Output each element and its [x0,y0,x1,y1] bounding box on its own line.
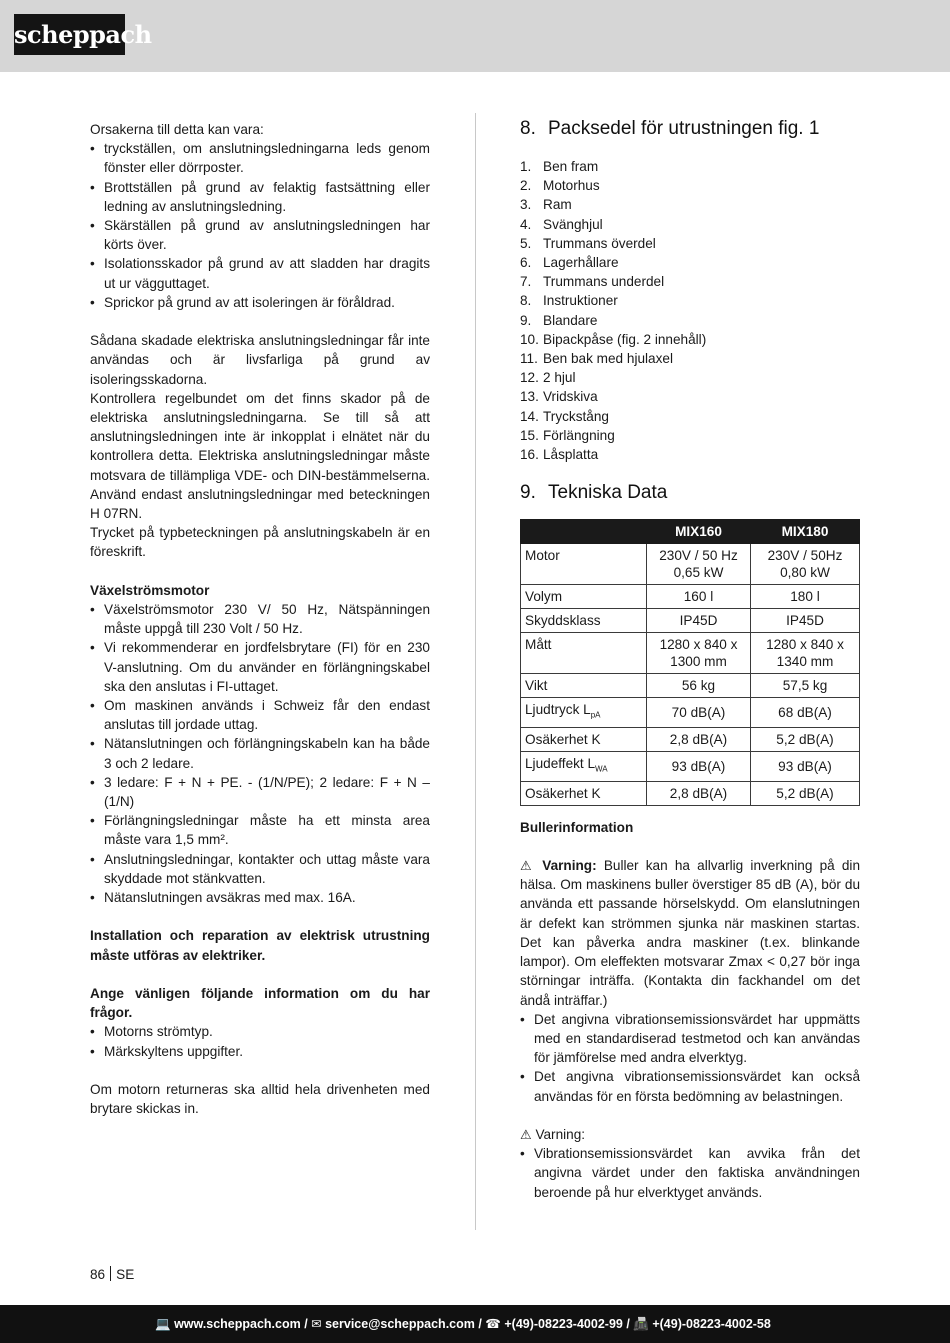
list-item: • Skärställen på grund av anslutningsledningen har körts över. [90,216,430,254]
info-list [90,1022,430,1060]
section-title: Packsedel för utrustningen fig. 1 [548,118,820,139]
noise-heading: Bullerinformation [520,819,634,835]
list-item: • Förlängningsledningar måste ha ett minsta area måste vara 1,5 mm². [90,811,430,849]
list-item: • Det angivna vibrationsemissionsvärdet kan också användas för en första bedömning av belastningen. [520,1067,860,1105]
list-item: • Isolationsskador på grund av att sladden har dragits ut ur vägguttaget. [90,254,430,292]
table-cell: 70 dB(A) [647,698,751,728]
table-cell: Ljudeffekt $L_{WA}$ [521,751,647,781]
list-item: 10. Bipackpåse (fig. 2 innehåll) [520,331,707,347]
table-row [521,544,860,585]
list-item: 7. Trummans underdel [520,274,665,290]
motor-heading: Växelströmsmotor [90,582,210,598]
list-item: • Om maskinen används i Schweiz får den endast anslutas till jordade uttag. [90,696,430,734]
fax-icon: 📠 [633,1317,649,1331]
list-item: • Det angivna vibrationsemissionsvärdet har uppmätts med en standardiserad testmetod och kan användas för jämförelse med andra elverktyg. [520,1010,860,1068]
list-item: 11. Ben bak med hjulaxel [520,351,673,367]
list-item: • 3 ledare: F + N + PE. - (1/N/PE); 2 ledare: F + N – (1/N) [90,773,430,811]
info-heading: Ange vänligen följande information om du har frågor. [90,986,430,1021]
list-item: 16. Låsplatta [520,447,599,463]
list-item: 1. Ben fram [520,159,599,174]
list-item: 14. Tryckstång [520,408,609,424]
table-cell: 230V / 50Hz 0,80 kW [751,544,860,585]
phone-number: +(49)-08223-4002-99 [504,1317,623,1331]
vibration-list [520,1010,860,1106]
table-cell: 180 l [751,585,860,609]
list-item: 3. Ram [520,197,572,213]
table-cell: 57,5 kg [751,674,860,698]
causes-list [90,139,430,312]
inspection-paragraph: Kontrollera regelbundet om det finns skador på de elektriska anslutningsledningarna. Se till så att anslutningsledningen inte är inkopplat i elnätet när du kontrollera detta. Elektriska anslutningsledningar måste motsvara de tillämpliga VDE- och DIN-bestämmelserna. Använd endast anslutningsledningar med beteckningen H 07RN. [90,390,430,522]
table-cell: IP45D [751,609,860,633]
website-link[interactable]: www.scheppach.com [174,1317,301,1331]
phone-icon: ☎ [485,1317,501,1331]
list-item: • Brottställen på grund av felaktig fastsättning eller ledning av anslutningsledning. [90,178,430,216]
section-title: Tekniska Data [548,482,668,504]
list-item: • Nätanslutningen avsäkras med max. 16A. [90,888,430,907]
install-note: Installation och reparation av elektrisk utrustning måste utföras av elektriker. [90,928,430,963]
left-column [90,120,430,1118]
table-row [521,585,860,609]
right-column [520,117,860,1202]
list-item: 8. Instruktioner [520,293,618,309]
table-cell: Ljudtryck $L_{pA}$ [521,698,647,728]
table-row [521,698,860,728]
table-cell: Mått [521,633,647,674]
list-item: • Anslutningsledningar, kontakter och uttag måste vara skyddade mot stänkvatten. [90,850,430,888]
list-item: • Motorns strömtyp. [90,1022,430,1041]
mail-icon: ✉ [311,1317,322,1331]
fax-number: +(49)-08223-4002-58 [652,1317,771,1331]
packing-list [520,157,860,464]
table-cell: Volym [521,585,647,609]
table-row [521,674,860,698]
table-cell: 93 dB(A) [751,751,860,781]
list-item: 5. Trummans överdel [520,235,656,251]
table-cell: 93 dB(A) [647,751,751,781]
table-cell: 1280 x 840 x 1300 mm [647,633,751,674]
section-8-heading [520,117,860,141]
type-label-paragraph: Trycket på typbeteckningen på anslutningskabeln är en föreskrift. [90,525,430,560]
page-header [0,0,950,72]
computer-icon: 💻 [155,1317,171,1331]
list-item: • Växelströmsmotor 230 V/ 50 Hz, Nätspänningen måste uppgå till 230 Volt / 50 Hz. [90,600,430,638]
causes-intro: Orsakerna till detta kan vara: [90,122,264,137]
table-row [521,609,860,633]
table-cell: 68 dB(A) [751,698,860,728]
table-cell: Osäkerhet K [521,781,647,805]
table-row [521,781,860,805]
list-item: • tryckställen, om anslutningsledningarna leds genom fönster eller dörrposter. [90,139,430,177]
damaged-cables-paragraph: Sådana skadade elektriska anslutningsledningar får inte användas och är livsfarliga på grund av isoleringsskadorna. [90,333,430,387]
table-cell: 1280 x 840 x 1340 mm [751,633,860,674]
table-cell: 2,8 dB(A) [647,781,751,805]
list-item: • Märkskyltens uppgifter. [90,1042,430,1061]
list-item: 9. Blandare [520,312,598,328]
list-item: 12. 2 hjul [520,370,576,386]
warning-icon: ⚠ [520,858,536,874]
table-cell: Motor [521,544,647,585]
table-cell: 5,2 dB(A) [751,781,860,805]
table-cell: IP45D [647,609,751,633]
column-divider [475,113,476,1230]
warning-icon: ⚠ [520,1126,532,1142]
list-item: 4. Svänghjul [520,216,603,232]
table-cell: 160 l [647,585,751,609]
list-item: 15. Förlängning [520,427,615,443]
table-cell: Vikt [521,674,647,698]
noise-warning: ⚠ Varning: Buller kan ha allvarlig inverkning på din hälsa. Om maskinens buller överstiger 85 dB (A), bör du använda ett passande hörselskydd. Om elanslutningen är defekt kan strömmen sjunka när maskinen startas. Det kan påverka andra maskiner (t.ex. blinkande lampor). Om eleffekten motsvarar Zmax < 0,27 bör inga störningar inträffa. (Kontakta din fackhandel om det ändå inträffar.) [520,858,861,1008]
table-row [521,751,860,781]
section-number: 9. [520,482,536,504]
section-number: 8. [520,118,536,139]
table-cell: Skyddsklass [521,609,647,633]
table-header-cell: MIX180 [751,520,860,544]
list-item: 2. Motorhus [520,178,600,194]
list-item: 13. Vridskiva [520,389,598,405]
page-footer: 💻 www.scheppach.com / ✉ service@scheppach.com / ☎ +(49)-08223-4002-99 / 📠 +(49)-08223-4002-58 [0,1305,950,1343]
table-header-row [521,520,860,544]
table-cell: Osäkerhet K [521,727,647,751]
section-9-heading [520,481,860,505]
vibration-warning: ⚠ Varning: [520,1126,586,1142]
list-item: 6. Lagerhållare [520,255,619,271]
list-item: • Sprickor på grund av att isoleringen är föråldrad. [90,293,430,312]
list-item: • Vi rekommenderar en jordfelsbrytare (FI) för en 230 V-anslutning. Om du använder en förlängningskabel ska den anslutas i FI-uttaget. [90,638,430,696]
table-row [521,727,860,751]
vibration-warning-list [520,1144,860,1202]
table-cell: 2,8 dB(A) [647,727,751,751]
return-note: Om motorn returneras ska alltid hela drivenheten med brytare skickas in. [90,1082,430,1117]
motor-list [90,600,430,907]
table-cell: 5,2 dB(A) [751,727,860,751]
table-cell: 230V / 50 Hz 0,65 kW [647,544,751,585]
scheppach-logo: scheppach [14,14,125,55]
table-row [521,633,860,674]
table-header-cell: MIX160 [647,520,751,544]
table-cell: 56 kg [647,674,751,698]
table-header-cell [521,520,647,544]
page-number: 86 SE [90,1267,135,1282]
list-item: • Vibrationsemissionsvärdet kan avvika från det angivna värdet under den faktiska användningen beroende på hur elverktyget används. [520,1144,860,1202]
list-item: • Nätanslutningen och förlängningskabeln kan ha både 3 och 2 ledare. [90,734,430,772]
email-link[interactable]: service@scheppach.com [325,1317,475,1331]
technical-data-table [520,519,860,805]
